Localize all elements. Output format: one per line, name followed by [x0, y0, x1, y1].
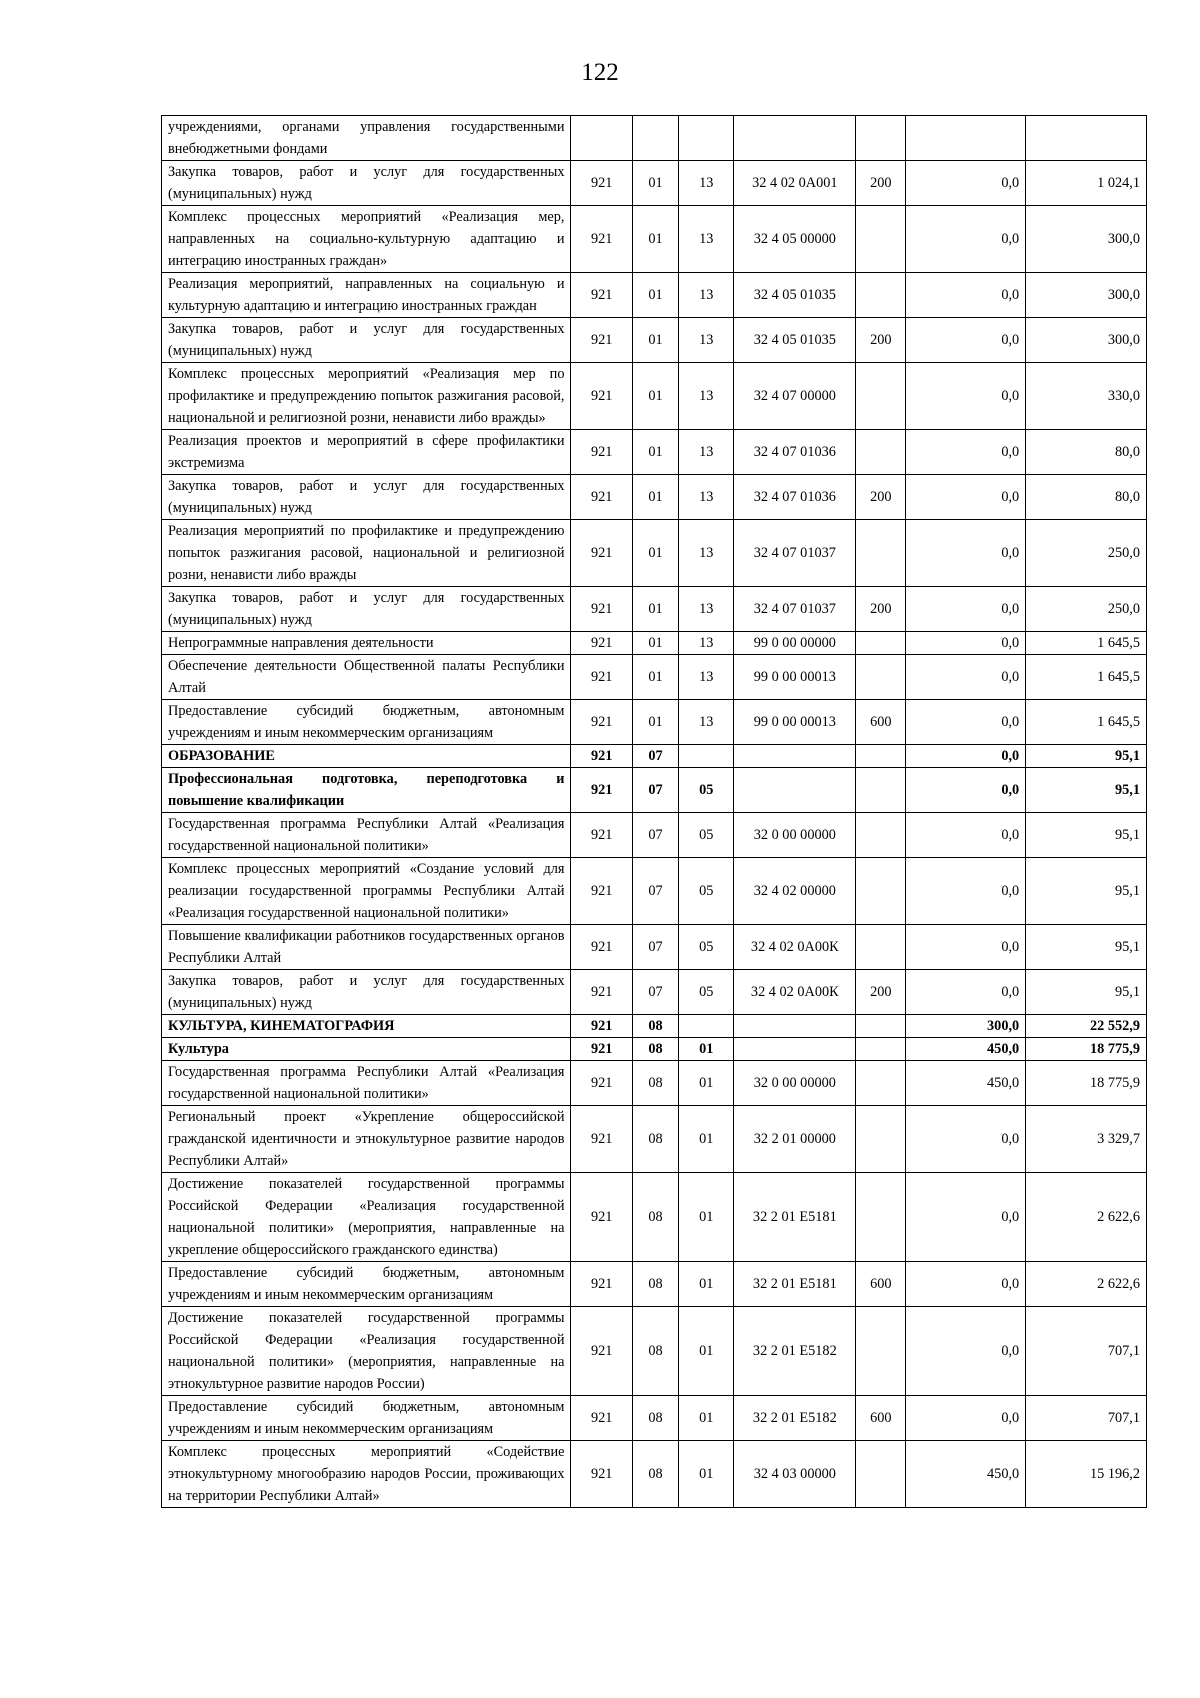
table-row — [162, 161, 1147, 206]
cell-subsection: 01 — [679, 1038, 734, 1061]
cell-admin-code: 921 — [571, 1307, 632, 1396]
cell-target-article — [734, 745, 856, 768]
table-row — [162, 363, 1147, 430]
cell-section: 07 — [632, 970, 678, 1015]
table-row — [162, 587, 1147, 632]
cell-name: Обеспечение деятельности Общественной палаты Республики Алтай — [162, 655, 571, 700]
cell-amount-1: 300,0 — [906, 1015, 1026, 1038]
cell-expense-type — [856, 858, 906, 925]
table-row — [162, 1307, 1147, 1396]
table-row — [162, 1441, 1147, 1508]
cell-amount-2: 1 645,5 — [1026, 700, 1147, 745]
cell-amount-2: 95,1 — [1026, 858, 1147, 925]
cell-admin-code: 921 — [571, 520, 632, 587]
cell-amount-2: 1 645,5 — [1026, 632, 1147, 655]
cell-admin-code: 921 — [571, 745, 632, 768]
cell-expense-type — [856, 116, 906, 161]
cell-admin-code: 921 — [571, 363, 632, 430]
cell-amount-2: 330,0 — [1026, 363, 1147, 430]
cell-name: Достижение показателей государственной программы Российской Федерации «Реализация государственной национальной политики» (мероприятия, направленные на укрепление общероссийского гражданского единства) — [162, 1173, 571, 1262]
cell-expense-type: 600 — [856, 1396, 906, 1441]
cell-subsection: 13 — [679, 273, 734, 318]
cell-amount-2: 2 622,6 — [1026, 1262, 1147, 1307]
cell-name: Культура — [162, 1038, 571, 1061]
cell-subsection: 13 — [679, 587, 734, 632]
budget-table — [161, 115, 1147, 1508]
cell-section: 08 — [632, 1307, 678, 1396]
cell-admin-code: 921 — [571, 161, 632, 206]
table-row — [162, 858, 1147, 925]
cell-section: 01 — [632, 700, 678, 745]
table-row — [162, 970, 1147, 1015]
cell-target-article: 32 4 05 00000 — [734, 206, 856, 273]
cell-subsection: 13 — [679, 430, 734, 475]
cell-expense-type: 200 — [856, 475, 906, 520]
cell-expense-type — [856, 632, 906, 655]
cell-expense-type: 600 — [856, 700, 906, 745]
cell-expense-type — [856, 1173, 906, 1262]
cell-section: 01 — [632, 318, 678, 363]
cell-subsection — [679, 116, 734, 161]
cell-target-article: 32 2 01 Е5182 — [734, 1396, 856, 1441]
cell-section: 01 — [632, 475, 678, 520]
cell-target-article: 32 2 01 Е5181 — [734, 1173, 856, 1262]
cell-section: 01 — [632, 632, 678, 655]
cell-name: Предоставление субсидий бюджетным, автономным учреждениям и иным некоммерческим организациям — [162, 700, 571, 745]
cell-name: Региональный проект «Укрепление общероссийской гражданской идентичности и этнокультурное развитие народов Республики Алтай» — [162, 1106, 571, 1173]
cell-amount-1: 0,0 — [906, 1396, 1026, 1441]
cell-section: 01 — [632, 273, 678, 318]
cell-amount-1: 0,0 — [906, 363, 1026, 430]
cell-section: 08 — [632, 1061, 678, 1106]
cell-name: Закупка товаров, работ и услуг для государственных (муниципальных) нужд — [162, 475, 571, 520]
cell-target-article: 99 0 00 00013 — [734, 700, 856, 745]
cell-expense-type — [856, 1441, 906, 1508]
cell-expense-type — [856, 813, 906, 858]
cell-amount-1: 450,0 — [906, 1441, 1026, 1508]
cell-name: Предоставление субсидий бюджетным, автономным учреждениям и иным некоммерческим организациям — [162, 1262, 571, 1307]
cell-admin-code: 921 — [571, 925, 632, 970]
table-row — [162, 520, 1147, 587]
cell-target-article: 32 2 01 Е5181 — [734, 1262, 856, 1307]
cell-amount-1: 0,0 — [906, 430, 1026, 475]
cell-admin-code: 921 — [571, 858, 632, 925]
cell-section: 01 — [632, 430, 678, 475]
cell-name: Государственная программа Республики Алтай «Реализация государственной национальной политики» — [162, 1061, 571, 1106]
cell-admin-code: 921 — [571, 206, 632, 273]
cell-target-article: 32 0 00 00000 — [734, 1061, 856, 1106]
cell-target-article: 99 0 00 00013 — [734, 655, 856, 700]
table-row — [162, 632, 1147, 655]
cell-name: Комплекс процессных мероприятий «Создание условий для реализации государственной программы Республики Алтай «Реализация государственной национальной политики» — [162, 858, 571, 925]
cell-admin-code: 921 — [571, 475, 632, 520]
cell-subsection: 05 — [679, 925, 734, 970]
cell-target-article: 32 4 07 01036 — [734, 475, 856, 520]
cell-subsection: 13 — [679, 632, 734, 655]
cell-admin-code: 921 — [571, 700, 632, 745]
cell-section: 07 — [632, 813, 678, 858]
cell-target-article: 32 4 02 0А001 — [734, 161, 856, 206]
cell-amount-2: 300,0 — [1026, 206, 1147, 273]
table-row — [162, 430, 1147, 475]
cell-expense-type: 600 — [856, 1262, 906, 1307]
cell-target-article: 32 4 07 01037 — [734, 520, 856, 587]
cell-name: КУЛЬТУРА, КИНЕМАТОГРАФИЯ — [162, 1015, 571, 1038]
cell-amount-1: 450,0 — [906, 1038, 1026, 1061]
cell-amount-1: 0,0 — [906, 632, 1026, 655]
cell-subsection: 13 — [679, 161, 734, 206]
table-row — [162, 813, 1147, 858]
table-row — [162, 1061, 1147, 1106]
cell-name: Повышение квалификации работников государственных органов Республики Алтай — [162, 925, 571, 970]
cell-expense-type — [856, 1038, 906, 1061]
cell-admin-code: 921 — [571, 273, 632, 318]
cell-admin-code: 921 — [571, 768, 632, 813]
cell-name: Государственная программа Республики Алтай «Реализация государственной национальной политики» — [162, 813, 571, 858]
table-row — [162, 1262, 1147, 1307]
cell-name: Профессиональная подготовка, переподготовка и повышение квалификации — [162, 768, 571, 813]
cell-subsection — [679, 1015, 734, 1038]
cell-target-article: 32 2 01 00000 — [734, 1106, 856, 1173]
cell-amount-2: 22 552,9 — [1026, 1015, 1147, 1038]
cell-name: Реализация мероприятий, направленных на социальную и культурную адаптацию и интеграцию иностранных граждан — [162, 273, 571, 318]
cell-expense-type — [856, 925, 906, 970]
cell-amount-1: 0,0 — [906, 161, 1026, 206]
cell-admin-code: 921 — [571, 1015, 632, 1038]
cell-target-article: 32 4 02 0А00К — [734, 925, 856, 970]
cell-target-article: 32 4 05 01035 — [734, 273, 856, 318]
cell-amount-2: 15 196,2 — [1026, 1441, 1147, 1508]
cell-target-article: 99 0 00 00000 — [734, 632, 856, 655]
cell-admin-code: 921 — [571, 813, 632, 858]
cell-expense-type — [856, 1015, 906, 1038]
cell-section: 01 — [632, 587, 678, 632]
table-row — [162, 273, 1147, 318]
cell-section: 01 — [632, 520, 678, 587]
cell-amount-1: 0,0 — [906, 1106, 1026, 1173]
cell-subsection: 01 — [679, 1106, 734, 1173]
cell-amount-1: 0,0 — [906, 768, 1026, 813]
cell-name: Предоставление субсидий бюджетным, автономным учреждениям и иным некоммерческим организациям — [162, 1396, 571, 1441]
table-row — [162, 1396, 1147, 1441]
cell-subsection: 01 — [679, 1307, 734, 1396]
cell-section: 08 — [632, 1038, 678, 1061]
cell-amount-2: 95,1 — [1026, 813, 1147, 858]
cell-amount-1: 0,0 — [906, 858, 1026, 925]
cell-amount-1 — [906, 116, 1026, 161]
cell-amount-1: 0,0 — [906, 970, 1026, 1015]
cell-amount-1: 450,0 — [906, 1061, 1026, 1106]
cell-amount-2: 1 645,5 — [1026, 655, 1147, 700]
cell-section: 01 — [632, 363, 678, 430]
cell-amount-2: 95,1 — [1026, 768, 1147, 813]
cell-expense-type: 200 — [856, 587, 906, 632]
cell-expense-type — [856, 363, 906, 430]
cell-section: 08 — [632, 1106, 678, 1173]
table-row — [162, 206, 1147, 273]
cell-target-article: 32 4 02 00000 — [734, 858, 856, 925]
cell-section: 01 — [632, 161, 678, 206]
cell-admin-code: 921 — [571, 1173, 632, 1262]
cell-amount-1: 0,0 — [906, 745, 1026, 768]
table-row — [162, 925, 1147, 970]
cell-amount-2: 1 024,1 — [1026, 161, 1147, 206]
cell-target-article: 32 4 03 00000 — [734, 1441, 856, 1508]
cell-admin-code: 921 — [571, 655, 632, 700]
cell-name: Непрограммные направления деятельности — [162, 632, 571, 655]
cell-admin-code: 921 — [571, 587, 632, 632]
cell-target-article — [734, 768, 856, 813]
table-row — [162, 318, 1147, 363]
table-row — [162, 116, 1147, 161]
cell-amount-1: 0,0 — [906, 1262, 1026, 1307]
cell-expense-type: 200 — [856, 161, 906, 206]
cell-amount-2: 95,1 — [1026, 745, 1147, 768]
cell-expense-type — [856, 1106, 906, 1173]
cell-amount-1: 0,0 — [906, 206, 1026, 273]
cell-subsection: 13 — [679, 475, 734, 520]
cell-section: 08 — [632, 1396, 678, 1441]
cell-subsection: 13 — [679, 655, 734, 700]
cell-amount-1: 0,0 — [906, 700, 1026, 745]
cell-amount-1: 0,0 — [906, 318, 1026, 363]
cell-admin-code: 921 — [571, 1396, 632, 1441]
cell-amount-1: 0,0 — [906, 925, 1026, 970]
cell-admin-code: 921 — [571, 1106, 632, 1173]
cell-amount-2: 18 775,9 — [1026, 1061, 1147, 1106]
cell-amount-2: 80,0 — [1026, 475, 1147, 520]
cell-target-article — [734, 116, 856, 161]
cell-admin-code: 921 — [571, 1441, 632, 1508]
cell-target-article: 32 4 07 01036 — [734, 430, 856, 475]
cell-expense-type — [856, 273, 906, 318]
cell-expense-type — [856, 1307, 906, 1396]
cell-name: Закупка товаров, работ и услуг для государственных (муниципальных) нужд — [162, 318, 571, 363]
cell-section: 01 — [632, 206, 678, 273]
cell-subsection: 13 — [679, 520, 734, 587]
cell-amount-2: 300,0 — [1026, 318, 1147, 363]
cell-name: Реализация мероприятий по профилактике и предупреждению попыток разжигания расовой, национальной и религиозной розни, ненависти либо вражды — [162, 520, 571, 587]
cell-amount-2: 707,1 — [1026, 1307, 1147, 1396]
cell-amount-1: 0,0 — [906, 655, 1026, 700]
cell-section — [632, 116, 678, 161]
cell-amount-2: 80,0 — [1026, 430, 1147, 475]
table-row — [162, 1173, 1147, 1262]
cell-target-article: 32 4 07 01037 — [734, 587, 856, 632]
cell-amount-2 — [1026, 116, 1147, 161]
cell-subsection: 13 — [679, 363, 734, 430]
cell-section: 07 — [632, 858, 678, 925]
cell-admin-code: 921 — [571, 632, 632, 655]
cell-amount-1: 0,0 — [906, 813, 1026, 858]
cell-amount-2: 2 622,6 — [1026, 1173, 1147, 1262]
cell-expense-type — [856, 768, 906, 813]
cell-name: ОБРАЗОВАНИЕ — [162, 745, 571, 768]
cell-expense-type — [856, 1061, 906, 1106]
cell-target-article: 32 4 02 0А00К — [734, 970, 856, 1015]
table-row — [162, 475, 1147, 520]
cell-expense-type — [856, 206, 906, 273]
cell-target-article: 32 0 00 00000 — [734, 813, 856, 858]
cell-admin-code: 921 — [571, 1262, 632, 1307]
cell-subsection: 01 — [679, 1173, 734, 1262]
cell-subsection: 13 — [679, 318, 734, 363]
cell-subsection: 13 — [679, 700, 734, 745]
cell-subsection: 01 — [679, 1441, 734, 1508]
table-row — [162, 1038, 1147, 1061]
cell-amount-2: 18 775,9 — [1026, 1038, 1147, 1061]
cell-section: 08 — [632, 1173, 678, 1262]
cell-admin-code: 921 — [571, 1038, 632, 1061]
cell-expense-type — [856, 655, 906, 700]
cell-amount-2: 250,0 — [1026, 587, 1147, 632]
cell-name: Закупка товаров, работ и услуг для государственных (муниципальных) нужд — [162, 587, 571, 632]
table-row — [162, 1106, 1147, 1173]
cell-subsection: 01 — [679, 1061, 734, 1106]
page-number: 122 — [581, 59, 619, 86]
cell-section: 01 — [632, 655, 678, 700]
cell-target-article — [734, 1015, 856, 1038]
table-row — [162, 1015, 1147, 1038]
cell-name: Комплекс процессных мероприятий «Реализация мер, направленных на социально-культурную адаптацию и интеграцию иностранных граждан» — [162, 206, 571, 273]
cell-target-article — [734, 1038, 856, 1061]
cell-expense-type — [856, 520, 906, 587]
cell-name: учреждениями, органами управления государственными внебюджетными фондами — [162, 116, 571, 161]
cell-name: Достижение показателей государственной программы Российской Федерации «Реализация государственной национальной политики» (мероприятия, направленные на этнокультурное развитие народов России) — [162, 1307, 571, 1396]
cell-expense-type: 200 — [856, 318, 906, 363]
cell-expense-type: 200 — [856, 970, 906, 1015]
cell-subsection: 01 — [679, 1396, 734, 1441]
cell-admin-code: 921 — [571, 1061, 632, 1106]
cell-amount-2: 3 329,7 — [1026, 1106, 1147, 1173]
cell-target-article: 32 4 05 01035 — [734, 318, 856, 363]
cell-target-article: 32 4 07 00000 — [734, 363, 856, 430]
cell-amount-1: 0,0 — [906, 1307, 1026, 1396]
cell-admin-code: 921 — [571, 318, 632, 363]
table-body — [162, 116, 1147, 1508]
cell-amount-1: 0,0 — [906, 520, 1026, 587]
cell-expense-type — [856, 430, 906, 475]
cell-section: 07 — [632, 745, 678, 768]
cell-amount-2: 95,1 — [1026, 925, 1147, 970]
cell-subsection: 05 — [679, 970, 734, 1015]
cell-amount-1: 0,0 — [906, 475, 1026, 520]
cell-name: Закупка товаров, работ и услуг для государственных (муниципальных) нужд — [162, 161, 571, 206]
cell-amount-1: 0,0 — [906, 587, 1026, 632]
cell-amount-2: 300,0 — [1026, 273, 1147, 318]
table-row — [162, 768, 1147, 813]
cell-amount-2: 707,1 — [1026, 1396, 1147, 1441]
table-row — [162, 745, 1147, 768]
cell-subsection: 13 — [679, 206, 734, 273]
cell-subsection — [679, 745, 734, 768]
cell-name: Закупка товаров, работ и услуг для государственных (муниципальных) нужд — [162, 970, 571, 1015]
cell-admin-code — [571, 116, 632, 161]
cell-amount-2: 95,1 — [1026, 970, 1147, 1015]
cell-name: Реализация проектов и мероприятий в сфере профилактики экстремизма — [162, 430, 571, 475]
cell-subsection: 01 — [679, 1262, 734, 1307]
cell-target-article: 32 2 01 Е5182 — [734, 1307, 856, 1396]
cell-admin-code: 921 — [571, 970, 632, 1015]
cell-section: 08 — [632, 1262, 678, 1307]
cell-subsection: 05 — [679, 858, 734, 925]
table-row — [162, 655, 1147, 700]
cell-subsection: 05 — [679, 768, 734, 813]
cell-admin-code: 921 — [571, 430, 632, 475]
cell-amount-1: 0,0 — [906, 273, 1026, 318]
table-row — [162, 700, 1147, 745]
cell-section: 08 — [632, 1441, 678, 1508]
cell-section: 07 — [632, 925, 678, 970]
cell-section: 08 — [632, 1015, 678, 1038]
cell-name: Комплекс процессных мероприятий «Содействие этнокультурному многообразию народов России, проживающих на территории Республики Алтай» — [162, 1441, 571, 1508]
cell-amount-2: 250,0 — [1026, 520, 1147, 587]
cell-expense-type — [856, 745, 906, 768]
cell-amount-1: 0,0 — [906, 1173, 1026, 1262]
cell-section: 07 — [632, 768, 678, 813]
cell-name: Комплекс процессных мероприятий «Реализация мер по профилактике и предупреждению попыток разжигания расовой, национальной и религиозной розни, ненависти либо вражды» — [162, 363, 571, 430]
cell-subsection: 05 — [679, 813, 734, 858]
